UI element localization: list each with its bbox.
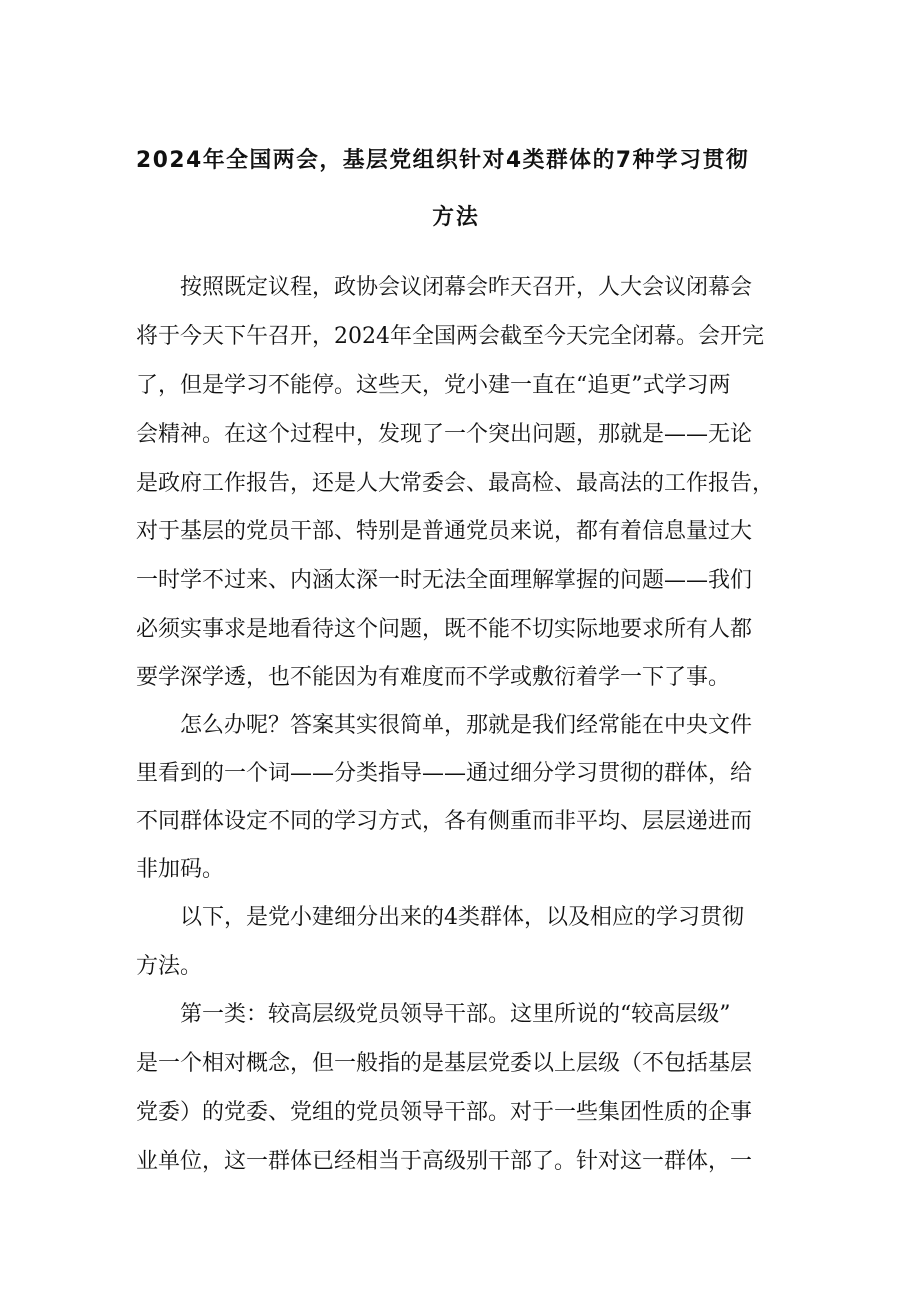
body-line: 党委）的党委、党组的党员领导干部。对于一些集团性质的企事: [136, 1100, 753, 1125]
body-line: 一时学不过来、内涵太深一时无法全面理解掌握的问题——我们: [136, 568, 753, 593]
document-title-line-2: 方法: [432, 205, 480, 230]
body-line: 是政府工作报告，还是人大常委会、最高检、最高法的工作报告，: [136, 471, 775, 496]
body-line: 以下，是党小建细分出来的4类群体，以及相应的学习贯彻: [136, 905, 744, 930]
body-line: 必须实事求是地看待这个问题，既不能不切实际地要求所有人都: [136, 617, 753, 642]
body-line: 对于基层的党员干部、特别是普通党员来说，都有着信息量过大: [136, 519, 753, 544]
body-line: 会精神。在这个过程中，发现了一个突出问题，那就是——无论: [136, 422, 753, 447]
body-line: 怎么办呢？答案其实很简单，那就是我们经常能在中央文件: [136, 713, 753, 738]
body-line: 方法。: [136, 954, 203, 979]
body-line: 不同群体设定不同的学习方式，各有侧重而非平均、层层递进而: [136, 809, 753, 834]
document-title-line-1: 2024年全国两会，基层党组织针对4类群体的7种学习贯彻: [136, 148, 750, 173]
body-line: 将于今天下午召开，2024年全国两会截至今天完全闭幕。会开完: [136, 324, 764, 349]
body-line: 第一类：较高层级党员领导干部。这里所说的“较高层级”: [136, 1002, 731, 1027]
body-line: 了，但是学习不能停。这些天，党小建一直在“追更”式学习两: [136, 373, 731, 398]
body-line: 业单位，这一群体已经相当于高级别干部了。针对这一群体，一: [136, 1149, 753, 1174]
body-line: 非加码。: [136, 857, 225, 882]
body-line: 要学深学透，也不能因为有难度而不学或敷衍着学一下了事。: [136, 665, 731, 690]
body-line: 按照既定议程，政协会议闭幕会昨天召开，人大会议闭幕会: [136, 275, 753, 300]
body-line: 里看到的一个词——分类指导——通过细分学习贯彻的群体，给: [136, 761, 753, 786]
body-line: 是一个相对概念，但一般指的是基层党委以上层级（不包括基层: [136, 1051, 753, 1076]
